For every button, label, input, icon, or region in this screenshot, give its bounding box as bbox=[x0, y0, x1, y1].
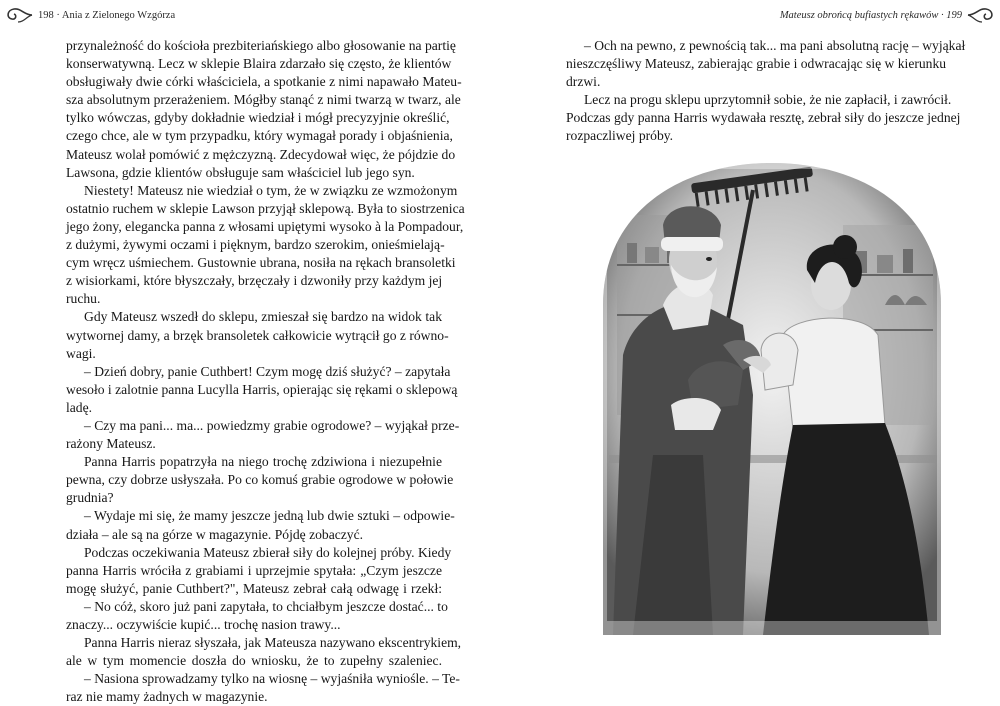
text-line: ruchu. bbox=[66, 291, 101, 307]
text-line: – Och na pewno, z pewnością tak... ma pani absolutną rację – wyjąkał bbox=[584, 38, 966, 53]
text-line: grudnia? bbox=[66, 490, 114, 506]
text-line: cym wręcz uśmiechem. Gustownie ubrana, nosiła na rękach bransoletki bbox=[66, 255, 456, 271]
text-line: z wisiorkami, które błyszczały, brzęczały i dzwoniły przy każdym jej bbox=[66, 273, 443, 289]
text-line: z dużymi, żywymi oczami i pięknym, bardzo szerokim, onieśmielają- bbox=[66, 237, 445, 253]
text-line: znaczy... oczywiście kupić... trochę nasion trawy... bbox=[66, 617, 341, 632]
text-line: ale w tym momencie doszła do wniosku, że to zupełny szaleniec. bbox=[66, 653, 442, 669]
text-line: ostatnio ruchem w sklepie Lawson przyjął sklepową. Była to siostrzenica bbox=[66, 200, 465, 216]
text-line: obsługiwały dwie córki właściciela, a spotkanie z nimi napawało Mateu- bbox=[66, 74, 462, 90]
running-header-left: 198 · Ania z Zielonego Wzgórza bbox=[38, 10, 176, 21]
text-line: pewna, czy dobrze usłyszała. Po co komuś grabie ogrodowe w połowie bbox=[66, 472, 454, 488]
text-line: konserwatywną. Lecz w sklepie Blaira zdarzało się często, że klientów bbox=[66, 56, 452, 72]
running-header-right: Mateusz obrońcą bufiastych rękawów · 199 bbox=[779, 10, 962, 21]
text-line: wytwornej damy, a brzęk bransoletek całkowicie wytrącił go z równo- bbox=[66, 327, 449, 343]
text-line: Podczas oczekiwania Mateusz zbierał siły do kolejnej próby. Kiedy bbox=[84, 544, 452, 560]
text-line: – Dzień dobry, panie Cuthbert! Czym mogę dziś służyć? – zapytała bbox=[84, 363, 451, 379]
left-body-text bbox=[66, 37, 465, 706]
text-line: wesoło i zalotnie panna Lucylla Harris, opierając się rękami o sklepową bbox=[66, 381, 458, 397]
text-line: ladę. bbox=[66, 399, 93, 415]
text-line: działa – ale są na górze w magazynie. Pójdę zobaczyć. bbox=[66, 526, 364, 542]
text-line: czego chce, ale w tym przypadku, który wymagał porady i objaśnienia, bbox=[66, 128, 453, 144]
text-line: – Czy ma pani... ma... powiedzmy grabie ogrodowe? – wyjąkał prze- bbox=[84, 417, 460, 433]
text-line: Niestety! Mateusz nie wiedział o tym, że w związku ze wzmożonym bbox=[84, 182, 458, 198]
text-line: przynależność do kościoła prezbiteriańskiego albo głosowanie na partię bbox=[66, 38, 456, 53]
text-line: rażony Mateusz. bbox=[66, 436, 156, 452]
ornament-flourish-icon bbox=[2, 4, 34, 26]
text-line: wagi. bbox=[66, 345, 96, 361]
text-line: raz nie mamy żadnych w magazynie. bbox=[66, 689, 268, 705]
text-line: Panna Harris popatrzyła na niego trochę zdziwiona i niezupełnie bbox=[84, 454, 442, 470]
text-line: – No cóż, skoro już pani zapytała, to chciałbym jeszcze dostać... to bbox=[84, 598, 448, 614]
text-line: jego żony, elegancka panna z włosami upiętymi wysoko à la Pompadour, bbox=[66, 218, 464, 234]
text-line: nieszczęśliwy Mateusz, zabierając grabie i odwracając się w kierunku bbox=[566, 56, 947, 72]
text-line: Podczas gdy panna Harris wydawała resztę, zebrał siły do jeszcze jednej bbox=[566, 110, 961, 126]
right-body-text bbox=[566, 37, 966, 146]
text-line: panna Harris wróciła z grabiami i uprzejmie spytała: „Czym jeszcze bbox=[66, 562, 442, 578]
text-line: rozpaczliwej próby. bbox=[566, 128, 674, 144]
ornament-flourish-icon bbox=[966, 4, 998, 26]
text-line: mogę służyć, panie Cuthbert?", Mateusz zebrał całą odwagę i rzekł: bbox=[66, 580, 442, 596]
text-line: – Nasiona sprowadzamy tylko na wiosnę – wyjaśniła wyniośle. – Te- bbox=[84, 671, 460, 687]
left-page bbox=[0, 0, 500, 705]
text-line: sza absolutnym przerażeniem. Mógłby stanąć z nimi twarzą w twarz, ale bbox=[66, 92, 461, 108]
text-line: drzwi. bbox=[566, 74, 601, 90]
text-line: Panna Harris nieraz słyszała, jak Mateusza nazywano ekscentrykiem, bbox=[84, 635, 462, 651]
text-line: Lawsona, gdzie klientów obsługuje sam właściciel lub jego syn. bbox=[66, 164, 415, 180]
text-line: Gdy Mateusz wszedł do sklepu, zmieszał się bardzo na widok tak bbox=[84, 309, 442, 325]
text-line: tylko wówczas, gdyby dokładnie wiedział i mógł precyzyjnie określić, bbox=[66, 110, 450, 126]
illustration-matthew-rake-shop-clerk bbox=[593, 155, 951, 635]
text-line: Lecz na progu sklepu uprzytomnił sobie, że nie zapłacił, i zawrócił. bbox=[584, 92, 952, 108]
text-line: – Wydaje mi się, że mamy jeszcze jedną lub dwie sztuki – odpowie- bbox=[84, 508, 455, 524]
text-line: Mateusz wolał pomówić z mężczyzną. Zdecydował więc, że pójdzie do bbox=[66, 146, 456, 162]
